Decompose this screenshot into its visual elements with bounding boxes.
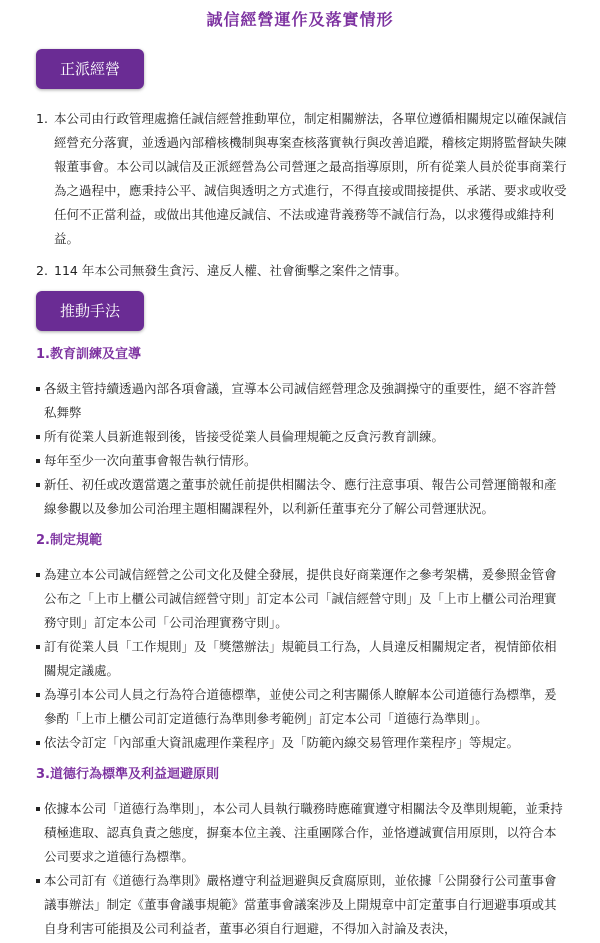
item-number: 1. (36, 111, 48, 126)
section-label-integrity: 正派經營 (36, 49, 144, 89)
bullet-text: 依法令訂定「內部重大資訊處理作業程序」及「防範內線交易管理作業程序」等規定。 (44, 735, 520, 750)
item-text: 本公司由行政管理處擔任誠信經營推動單位，制定相關辦法，各單位遵循相關規定以確保誠信經營充分落實，並透過內部稽核機制與專案查核落實執行與改善追蹤，稽核定期將監督缺失陳報董事會。本公司以誠信及正派經營為公司營運之最高指導原則，所有從業人員於從事商業行為之過程中，應秉持公平、誠信與透明之方式進行，不得直接或間接提供、承諾、要求或收受任何不正當利益，或做出其他違反誠信、不法或違背義務等不誠信行為，以求獲得或維持利益。 (54, 111, 567, 246)
bullet-text: 本公司訂有《道德行為準則》嚴格遵守利益迴避與反貪腐原則，並依據「公開發行公司董事會議事辦法」制定《董事會議事規範》當董事會議案涉及上開規章中訂定董事自行迴避事項或其自身利害可能損及公司利益者，董事必須自行迴避，不得加入討論及表決， (44, 873, 557, 936)
bullet-text: 所有從業人員新進報到後，皆接受從業人員倫理規範之反貪污教育訓練。 (44, 429, 445, 444)
section-header-wrap (0, 49, 600, 89)
subsection-heading: 2.制定規範 (36, 533, 102, 548)
bullet-icon (36, 473, 44, 521)
bullet-icon (36, 797, 44, 869)
bullet-list (0, 797, 600, 941)
bullet-icon (36, 869, 44, 941)
bullet-item (36, 635, 566, 683)
bullet-icon (36, 731, 44, 755)
bullet-item (36, 869, 566, 941)
subsection-heading: 1.教育訓練及宣導 (36, 347, 141, 362)
bullet-icon (36, 377, 44, 425)
item-number: 2. (36, 263, 48, 278)
bullet-text: 每年至少一次向董事會報告執行情形。 (44, 453, 257, 468)
bullet-item (36, 425, 566, 449)
list-item (36, 259, 570, 283)
bullet-icon (36, 449, 44, 473)
section-header-wrap (0, 291, 600, 331)
bullet-text: 新任、初任或改選當選之董事於就任前提供相關法令、應行注意事項、報告公司營運簡報和產線參觀以及參加公司治理主題相關課程外，以利新任董事充分了解公司營運狀況。 (44, 477, 557, 516)
bullet-icon (36, 563, 44, 635)
bullet-text: 訂有從業人員「工作規則」及「獎懲辦法」規範員工行為，人員違反相關規定者，視情節依相關規定議處。 (44, 639, 557, 678)
bullet-list (0, 563, 600, 755)
item-text: 114 年本公司無發生貪污、違反人權、社會衝擊之案件之情事。 (54, 263, 407, 278)
section-label-methods: 推動手法 (36, 291, 144, 331)
bullet-icon (36, 635, 44, 683)
bullet-icon (36, 425, 44, 449)
page-title: 誠信經營運作及落實情形 (206, 10, 394, 29)
bullet-text: 各級主管持續透過內部各項會議，宣導本公司誠信經營理念及強調操守的重要性，絕不容許營私舞弊 (44, 381, 557, 420)
bullet-item (36, 731, 566, 755)
bullet-item (36, 683, 566, 731)
bullet-icon (36, 683, 44, 731)
list-item (36, 107, 570, 251)
bullet-item (36, 449, 566, 473)
integrity-list (0, 107, 600, 283)
bullet-item (36, 473, 566, 521)
bullet-item (36, 797, 566, 869)
bullet-item (36, 563, 566, 635)
bullet-text: 依據本公司「道德行為準則」，本公司人員執行職務時應確實遵守相關法令及準則規範，並秉持積極進取、認真負責之態度，摒棄本位主義、注重團隊合作，並恪遵誠實信用原則，以符合本公司要求之道德行為標準。 (44, 801, 563, 864)
subsection-heading: 3.道德行為標準及利益迴避原則 (36, 767, 219, 782)
bullet-text: 為建立本公司誠信經營之公司文化及健全發展，提供良好商業運作之參考架構，爰參照金管會公布之「上市上櫃公司誠信經營守則」訂定本公司「誠信經營守則」及「上市上櫃公司治理實務守則」訂定本公司「公司治理實務守則」。 (44, 567, 557, 630)
bullet-item (36, 377, 566, 425)
bullet-list (0, 377, 600, 521)
bullet-text: 為導引本公司人員之行為符合道德標準，並使公司之利害關係人瞭解本公司道德行為標準，爰參酌「上市上櫃公司訂定道德行為準則參考範例」訂定本公司「道德行為準則」。 (44, 687, 557, 726)
